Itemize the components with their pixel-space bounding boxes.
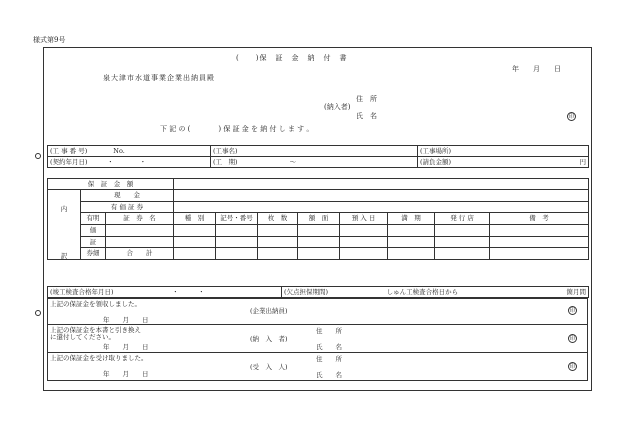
deposit-amount-value (174, 179, 589, 190)
receipt-address-label: 住 所 (316, 327, 342, 335)
seal-icon: 印 (569, 308, 576, 314)
info-table (47, 145, 589, 168)
period-label: (工 期) (213, 157, 238, 166)
punch-hole (35, 153, 41, 159)
table-cell (490, 236, 589, 248)
yen-label: 円 (579, 157, 586, 166)
construction-number-cell (48, 146, 211, 157)
receipt-text: 上記の保証金を領収しました。 (50, 300, 141, 308)
column-header: 枚 数 (258, 213, 298, 225)
payer-name-label: 氏 名 (356, 112, 377, 120)
inspection-dots: ・ ・ (172, 287, 205, 296)
side-bottom-label: 訳 (60, 251, 68, 260)
receipt-name-label: 氏 名 (316, 371, 342, 379)
inspection-label: (竣工検査合格年月日) (50, 287, 114, 296)
table-cell (340, 236, 388, 248)
table-cell (388, 236, 435, 248)
contract-date-dots: ・ ・ (107, 157, 147, 166)
table-cell (298, 236, 340, 248)
receipt-text: 上記の保証金を受け取りました。 (50, 354, 148, 362)
column-header: 満 期 (388, 213, 435, 225)
table-cell (174, 236, 216, 248)
table-cell (490, 224, 589, 236)
total-label-cell (106, 248, 174, 260)
table-cell (216, 248, 258, 260)
securities-value (174, 201, 589, 213)
page-title: ( )保 証 金 納 付 書 (236, 54, 348, 62)
breakdown-side-cell (48, 190, 81, 260)
table-cell (106, 224, 174, 236)
table-cell (258, 236, 298, 248)
contract-amount-cell (418, 157, 589, 168)
payer-label: (納入者) (324, 103, 351, 111)
column-header: 備 考 (490, 213, 589, 225)
period-tilde: 〜 (289, 157, 297, 166)
table-cell (388, 224, 435, 236)
table-cell (490, 248, 589, 260)
form-number: 様式第9号 (33, 36, 66, 44)
cash-value (174, 190, 589, 202)
receipt-role: (受 入 人) (250, 363, 288, 371)
construction-number-label: (工 事 番 号) (50, 146, 88, 155)
construction-name-cell (211, 146, 418, 157)
table-cell (388, 248, 435, 260)
table-cell (174, 248, 216, 260)
table-cell (340, 248, 388, 260)
contract-date-cell (48, 157, 211, 168)
receipt-role: (企業出納員) (250, 307, 288, 315)
construction-place-label: (工事場所) (420, 146, 452, 155)
cash-label: 現 金 (114, 191, 140, 200)
column-header: 記号・番号 (216, 213, 258, 225)
seal-icon: 印 (568, 114, 575, 120)
table-cell (258, 248, 298, 260)
receipt-date: 年 月 日 (103, 370, 149, 378)
deposit-amount-label-cell (48, 179, 174, 190)
table-cell (174, 224, 216, 236)
receipt-name-label: 氏 名 (316, 343, 342, 351)
detail-side-cell (81, 224, 106, 236)
warranty-label: (欠点担保期間) (284, 287, 329, 296)
table-cell (435, 248, 490, 260)
detail-side-label: 証 (89, 237, 97, 246)
table-cell (216, 236, 258, 248)
column-header: 預 入 日 (340, 213, 388, 225)
detail-side-cell (81, 248, 106, 260)
construction-name-label: (工事名) (213, 146, 238, 155)
period-cell (211, 157, 418, 168)
payer-address-label: 住 所 (356, 95, 377, 103)
table-cell (435, 236, 490, 248)
detail-side-cell (81, 213, 106, 225)
contract-amount-label: (請負金額) (420, 157, 452, 166)
seal-icon: 印 (569, 364, 576, 370)
warranty-cell (282, 287, 589, 298)
column-header: 証 券 名 (106, 213, 174, 225)
deposit-amount-label: 保 証 金 額 (87, 179, 134, 188)
warranty-from-label: しゅん工検査合格日から (386, 287, 459, 296)
side-top-label: 内 (60, 205, 68, 213)
table-cell (340, 224, 388, 236)
receipt-role: (納 入 者) (250, 335, 288, 343)
contract-date-label: (契約年月日) (50, 157, 88, 166)
table-cell (106, 236, 174, 248)
column-header: 発 行 店 (435, 213, 490, 225)
detail-side-label: 有明 (86, 214, 100, 223)
table-cell (298, 248, 340, 260)
securities-label-cell (81, 201, 174, 213)
column-header: 額 面 (298, 213, 340, 225)
statement: 下 記 の ( ) 保 証 金 を 納 付 し ま す 。 (160, 125, 314, 133)
total-label: 合 計 (126, 249, 153, 258)
deposit-table (47, 178, 589, 260)
no-label: No. (113, 146, 125, 155)
receipt-date: 年 月 日 (103, 343, 149, 351)
table-cell (435, 224, 490, 236)
cash-label-cell (81, 190, 174, 202)
addressee: 泉大津市水道事業企業出納員殿 (103, 74, 215, 82)
receipt-date: 年 月 日 (103, 316, 149, 324)
table-cell (298, 224, 340, 236)
inspection-cell (48, 287, 282, 298)
table-cell (258, 224, 298, 236)
punch-hole (35, 310, 41, 316)
detail-side-label: 価 (89, 226, 97, 235)
months-label: 箇月間 (566, 287, 586, 296)
receipt-text: 上記の保証金を本書と引き換え に還付してください。 (50, 326, 141, 342)
table-cell (216, 224, 258, 236)
receipt-address-label: 住 所 (316, 355, 342, 363)
securities-label: 有 価 証 券 (110, 202, 144, 211)
completion-table (47, 286, 589, 298)
detail-side-cell (81, 236, 106, 248)
construction-place-cell (418, 146, 589, 157)
detail-side-label: 券細 (86, 249, 100, 258)
seal-icon: 印 (569, 336, 576, 342)
date-line: 年 月 日 (512, 65, 561, 73)
column-header: 種 別 (174, 213, 216, 225)
